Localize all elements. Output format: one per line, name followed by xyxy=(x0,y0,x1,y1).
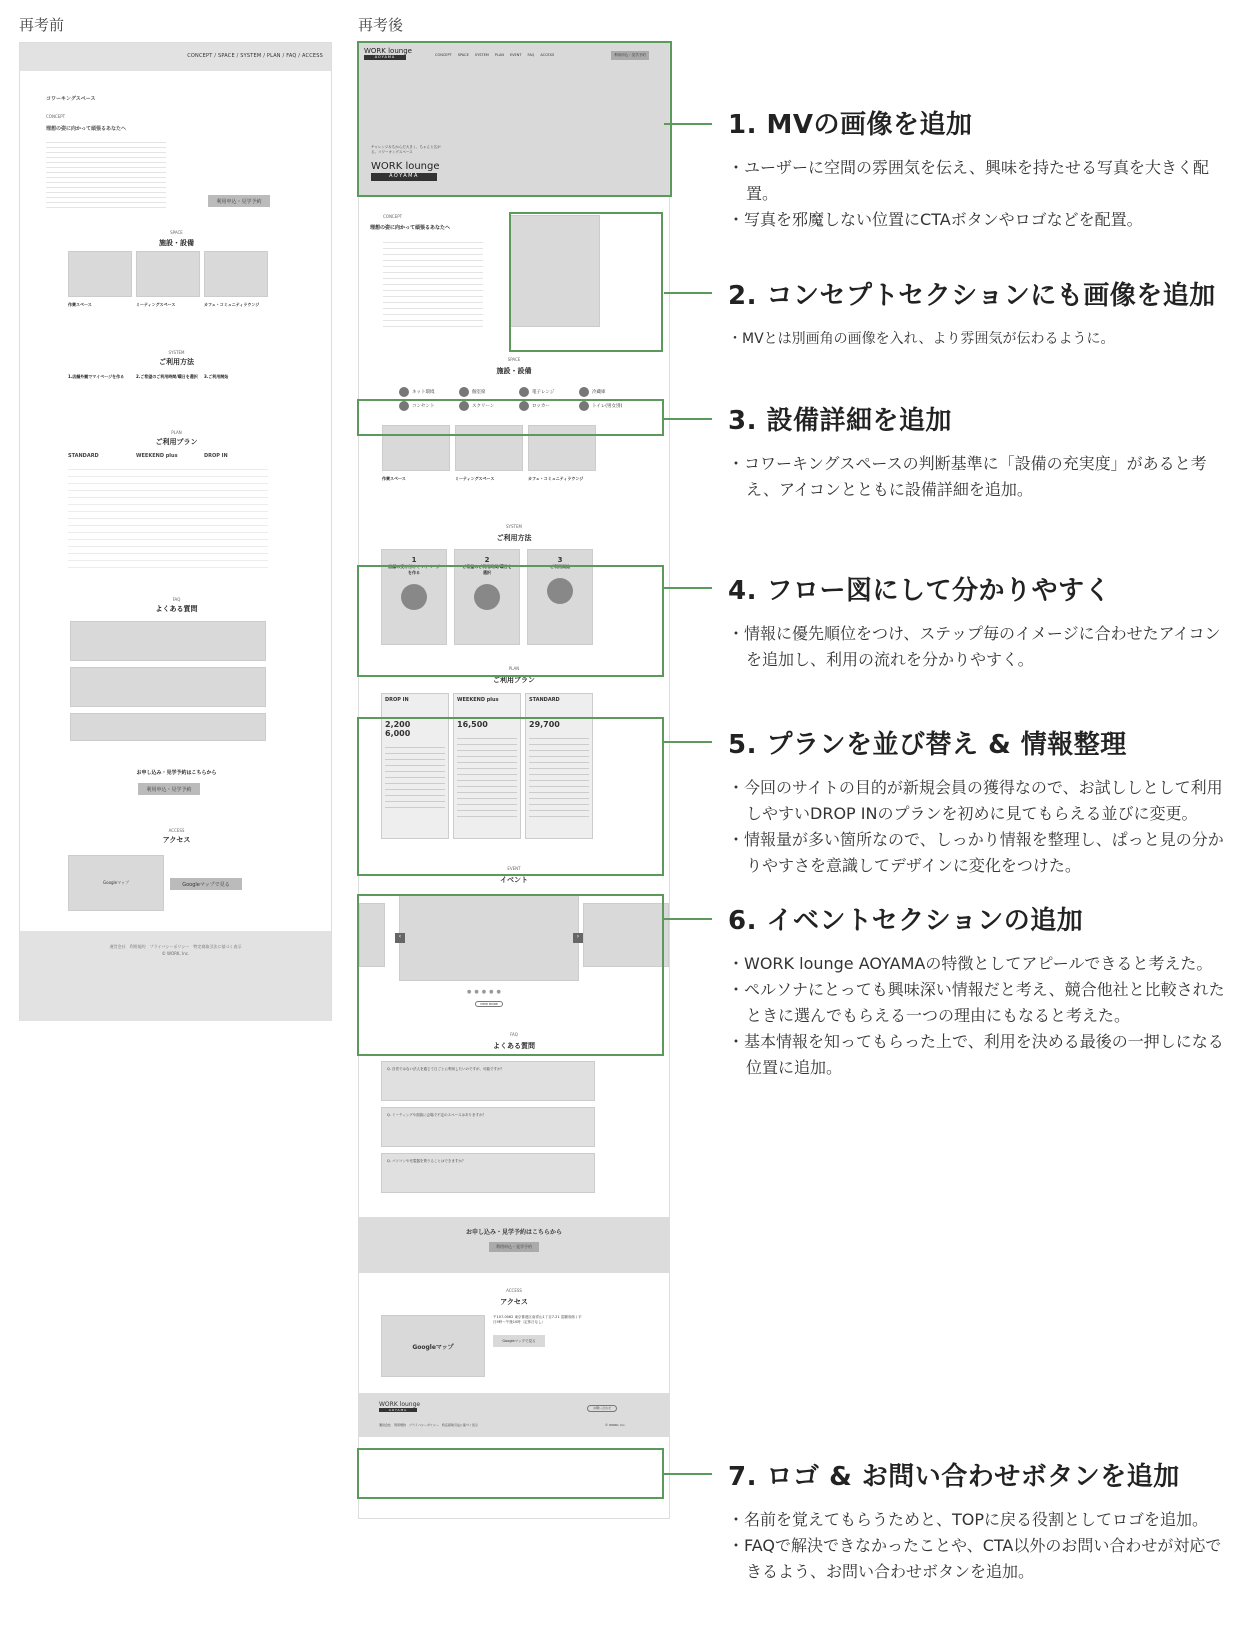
after-nav-plan[interactable]: PLAN xyxy=(494,53,504,57)
before-plan-3: DROP IN xyxy=(204,453,228,459)
highlight-frame-3 xyxy=(357,399,664,436)
connector-4 xyxy=(664,587,712,589)
before-plan-label: PLAN xyxy=(171,430,182,435)
before-map-button[interactable]: Googleマップで見る xyxy=(170,878,242,890)
after-footer-contact[interactable]: お問い合わせ xyxy=(587,1405,617,1412)
plan-2-price1: 16,500 xyxy=(457,720,488,729)
after-map[interactable] xyxy=(381,1315,485,1377)
after-concept-heading: 理想の姿に向かって頑張るあなたへ xyxy=(370,225,451,231)
fridge-icon xyxy=(579,387,589,397)
step-2-num: 2 xyxy=(484,556,490,564)
after-cta-band xyxy=(359,1217,669,1273)
annotation-7-item: ・ 名前を覚えてもらうためと、TOPに戻る役割としてロゴを追加。 xyxy=(728,1507,1233,1533)
annotation-6-item: ・ ペルソナにとっても興味深い情報だと考え、競合他社と比較されたときに選んでもらえる一つの理由にもなると考えた。 xyxy=(728,977,1233,1029)
annotation-5-item: ・ 今回のサイトの目的が新規会員の獲得なので、お試ししとして利用しやすいDROP INのプランを初めに見てもらえる並びに変更。 xyxy=(728,775,1233,827)
annotation-1-item: ・ ユーザーに空間の雰囲気を伝え、興味を持たせる写真を大きく配置。 xyxy=(728,155,1233,207)
connector-6 xyxy=(664,918,712,920)
after-concept-label: CONCEPT xyxy=(383,214,403,219)
annotation-2-item: ・ MVとは別画角の画像を入れ、より雰囲気が伝わるように。 xyxy=(728,326,1233,352)
after-event-button[interactable]: VIEW MORE xyxy=(475,1001,503,1007)
highlight-frame-4 xyxy=(357,565,664,677)
annotation-7-title: 7. ロゴ & お問い合わせボタンを追加 xyxy=(728,1462,1180,1492)
highlight-frame-2 xyxy=(509,212,663,352)
before-concept-heading: 理想の姿に向かって頑張るあなたへ xyxy=(46,126,127,132)
annotation-7-item: ・ FAQで解決できなかったことや、CTA以外のお問い合わせが対応で きるよう、お問い合わせボタンを追加。 xyxy=(728,1533,1233,1585)
after-nav-faq[interactable]: FAQ xyxy=(527,53,535,57)
annotation-5 xyxy=(728,724,1233,879)
connector-3 xyxy=(664,418,712,420)
facility-fridge: 冷蔵庫 xyxy=(579,387,639,397)
after-footer-logo-sub: AOYAMA xyxy=(379,1408,417,1412)
after-access-title: アクセス xyxy=(500,1298,528,1306)
before-faq-title: よくある質問 xyxy=(155,605,198,613)
highlight-frame-1 xyxy=(357,41,672,197)
before-space-image-2 xyxy=(136,251,200,297)
before-space-title: 施設・設備 xyxy=(159,239,194,247)
facility-screen: スクリーン xyxy=(459,401,519,411)
highlight-frame-5 xyxy=(357,717,664,876)
before-system-3: 3.ご利用開始 xyxy=(204,374,229,379)
after-nav-system[interactable]: SYSTEM xyxy=(474,53,489,57)
before-map[interactable] xyxy=(68,855,164,911)
annotation-3-item: ・ コワーキングスペースの判断基準に「設備の充実度」があると考え、アイコンとともに設備詳細を追加。 xyxy=(728,451,1233,503)
highlight-frame-6 xyxy=(357,894,664,1056)
after-logo[interactable]: WORK lounge xyxy=(364,47,412,55)
after-event-label: EVENT xyxy=(507,866,521,871)
carousel-prev-icon[interactable]: ‹ xyxy=(395,933,405,943)
after-nav-event[interactable]: EVENT xyxy=(509,53,522,57)
after-faq-label: FAQ xyxy=(510,1032,518,1037)
after-concept-text xyxy=(383,237,483,332)
before-concept-text xyxy=(46,138,166,208)
after-header: 再考後 xyxy=(358,16,404,34)
plan-1-price2: 6,000 xyxy=(385,729,411,738)
facility-locker: ロッカー xyxy=(519,401,579,411)
annotation-5-title: 5. プランを並び替え & 情報整理 xyxy=(728,730,1127,760)
before-footer-links[interactable]: 運営会社 利用規約 プライバシーポリシー 特定商取引法に基づく表示 xyxy=(109,944,242,949)
carousel-next-icon[interactable]: › xyxy=(573,933,583,943)
after-faq-title: よくある質問 xyxy=(493,1042,535,1050)
after-faq-2[interactable]: Q. ミーティングや面談に会場で不定のスペースはありますか？ xyxy=(381,1107,595,1147)
before-map-label: Googleマップ xyxy=(103,880,129,885)
connector-2 xyxy=(664,292,712,294)
before-space-label: SPACE xyxy=(170,230,183,235)
plan-1-price1: 2,200 xyxy=(385,720,411,729)
before-nav: CONCEPT / SPACE / SYSTEM / PLAN / FAQ / ACCESS xyxy=(20,43,331,71)
before-hero-title: コワーキングスペース xyxy=(46,96,96,102)
after-event-title: イベント xyxy=(500,876,528,884)
before-concept-cta[interactable]: 利用申込・見学予約 xyxy=(208,195,270,207)
after-system-label: SYSTEM xyxy=(506,524,522,529)
after-space-name-3: カフェ・コミュニティラウンジ xyxy=(528,476,584,481)
before-space-image-1 xyxy=(68,251,132,297)
facility-network: ネット環境 xyxy=(399,387,459,397)
after-space-name-2: ミーティングスペース xyxy=(455,476,495,481)
before-concept-label: CONCEPT xyxy=(46,114,66,119)
highlight-frame-7 xyxy=(357,1448,664,1499)
after-plan-title: ご利用プラン xyxy=(493,676,535,684)
facility-outlet: コンセント xyxy=(399,401,459,411)
before-access-label: ACCESS xyxy=(168,828,185,833)
after-footer-logo[interactable]: WORK lounge xyxy=(379,1401,421,1408)
after-map-button[interactable]: Googleマップで見る xyxy=(493,1335,545,1347)
after-mv-logo: WORK lounge xyxy=(371,161,440,172)
before-plan-1: STANDARD xyxy=(68,453,99,459)
after-system-title: ご利用方法 xyxy=(496,534,532,542)
after-access-label: ACCESS xyxy=(506,1288,522,1293)
before-cta-button[interactable]: 利用申込・見学予約 xyxy=(138,783,200,795)
annotation-5-item: ・ 情報量が多い箇所なので、しっかり情報を整理し、ぱっと見の分かりやすさを意識してデザインに変化をつけた。 xyxy=(728,827,1233,879)
annotation-2 xyxy=(728,275,1233,352)
after-space-name-1: 作業スペース xyxy=(382,476,406,481)
step-3-text: ご利用開始 xyxy=(550,564,570,569)
before-space-image-3 xyxy=(204,251,268,297)
annotation-6-item: ・ WORK lounge AOYAMAの特徴としてアピールできると考えた。 xyxy=(728,951,1233,977)
after-map-label: Googleマップ xyxy=(412,1343,454,1351)
facility-microwave: 電子レンジ xyxy=(519,387,579,397)
annotation-3-title: 3. 設備詳細を追加 xyxy=(728,406,953,436)
before-space-name-1: 作業スペース xyxy=(68,302,92,307)
after-mv-copy: チャレンジ＆ちからだ大きく、ちゃんと広がる。コワーキングスペース xyxy=(371,145,441,154)
before-space-name-3: カフェ・コミュニティラウンジ xyxy=(204,302,260,307)
after-footer-links[interactable]: 運営会社 利用規約 プライバシーポリシー 特定商取引法に基づく表示 xyxy=(379,1423,478,1427)
after-cta-title: お申し込み・見学予約はこちらから xyxy=(465,1229,562,1236)
step-1-num: 1 xyxy=(411,556,417,564)
annotation-7 xyxy=(728,1456,1238,1585)
after-faq-1[interactable]: Q. 自営ではない法人を通じて日ごとに利用したいのですが、可能ですか？ xyxy=(381,1061,595,1101)
facility-private-seat: 個室席 xyxy=(459,387,519,397)
step-2-text: ご希望のご利用時間/曜日を選択 xyxy=(462,564,512,575)
annotation-3 xyxy=(728,400,1233,503)
before-plan-title: ご利用プラン xyxy=(155,438,198,446)
before-faq-2[interactable] xyxy=(70,667,266,707)
annotation-1-item: ・ 写真を邪魔しない位置にCTAボタンやロゴなどを配置。 xyxy=(728,207,1233,233)
before-faq-1[interactable] xyxy=(70,621,266,661)
plan-2-name: WEEKEND plus xyxy=(457,697,499,703)
before-header: 再考前 xyxy=(19,16,65,34)
annotation-6-item: ・ 基本情報を知ってもらった上で、利用を決める最後の一押しになる位置に追加。 xyxy=(728,1029,1233,1081)
facility-toilet: トイレ(男女別) xyxy=(579,401,639,411)
after-nav-cta[interactable]: 利用申込・見学予約 xyxy=(611,51,649,60)
after-nav-space[interactable]: SPACE xyxy=(457,53,469,57)
after-mv-logo-sub: AOYAMA xyxy=(371,173,437,181)
after-nav-access[interactable]: ACCESS xyxy=(540,53,555,57)
after-space-title: 施設・設備 xyxy=(496,367,532,375)
step-3-num: 3 xyxy=(557,556,563,564)
seat-icon xyxy=(459,387,469,397)
annotation-1 xyxy=(728,104,1233,233)
connector-7 xyxy=(664,1473,712,1475)
carousel-dots[interactable]: ●●●●● xyxy=(467,989,504,995)
before-faq-3[interactable] xyxy=(70,713,266,741)
annotation-4 xyxy=(728,570,1233,673)
before-plan-text xyxy=(68,463,268,573)
annotation-6-title: 6. イベントセクションの追加 xyxy=(728,906,1084,936)
before-faq-label: FAQ xyxy=(172,597,181,602)
connector-1 xyxy=(664,123,712,125)
before-system-label: SYSTEM xyxy=(168,350,185,355)
after-footer xyxy=(359,1393,669,1437)
before-cta-title: お申し込み・見学予約はこちらから xyxy=(136,770,217,776)
plan-3-name: STANDARD xyxy=(529,697,560,703)
before-access-title: アクセス xyxy=(162,836,191,844)
connector-5 xyxy=(664,741,712,743)
network-icon xyxy=(399,387,409,397)
before-plan-2: WEEKEND plus xyxy=(136,453,178,459)
annotation-6 xyxy=(728,900,1233,1081)
before-wireframe xyxy=(19,42,332,1021)
after-cta-button[interactable]: 利用申込・見学予約 xyxy=(489,1242,539,1252)
plan-1-name: DROP IN xyxy=(385,697,409,703)
microwave-icon xyxy=(519,387,529,397)
after-space-label: SPACE xyxy=(507,357,521,362)
annotation-1-title: 1. MVの画像を追加 xyxy=(728,110,973,140)
annotation-4-item: ・ 情報に優先順位をつけ、ステップ毎のイメージに合わせたアイコンを追加し、利用の流れを分かりやすく。 xyxy=(728,621,1233,673)
before-footer-copy: © WORK, Inc. xyxy=(161,951,190,956)
after-footer-copy: © WORK, Inc. xyxy=(605,1423,626,1427)
before-footer xyxy=(20,931,331,1021)
after-plan-label: PLAN xyxy=(508,666,520,671)
after-logo-sub: AOYAMA xyxy=(364,55,406,60)
before-space-name-2: ミーティングスペース xyxy=(136,302,176,307)
after-access-address: 〒107-0062 東京都港区南青山1丁目7-21 富蘭寿館 / 平日9時〜午後10時（定休日なし） xyxy=(493,1315,582,1324)
before-system-2: 2.ご希望のご利用時間/曜日を選択 xyxy=(136,374,198,379)
plan-3-price1: 29,700 xyxy=(529,720,560,729)
annotation-4-title: 4. フロー図にして分かりやすく xyxy=(728,576,1112,606)
before-system-title: ご利用方法 xyxy=(159,358,194,366)
before-system-1: 1.店舗外観でマイページを作る xyxy=(68,374,125,379)
step-1-text: 店舗の受け付けでマイページを作る xyxy=(388,564,440,575)
annotation-2-title: 2. コンセプトセクションにも画像を追加 xyxy=(728,281,1216,311)
after-faq-3[interactable]: Q. パソコンや充電器を貸りることはできますか？ xyxy=(381,1153,595,1193)
after-nav-concept[interactable]: CONCEPT xyxy=(435,53,452,57)
